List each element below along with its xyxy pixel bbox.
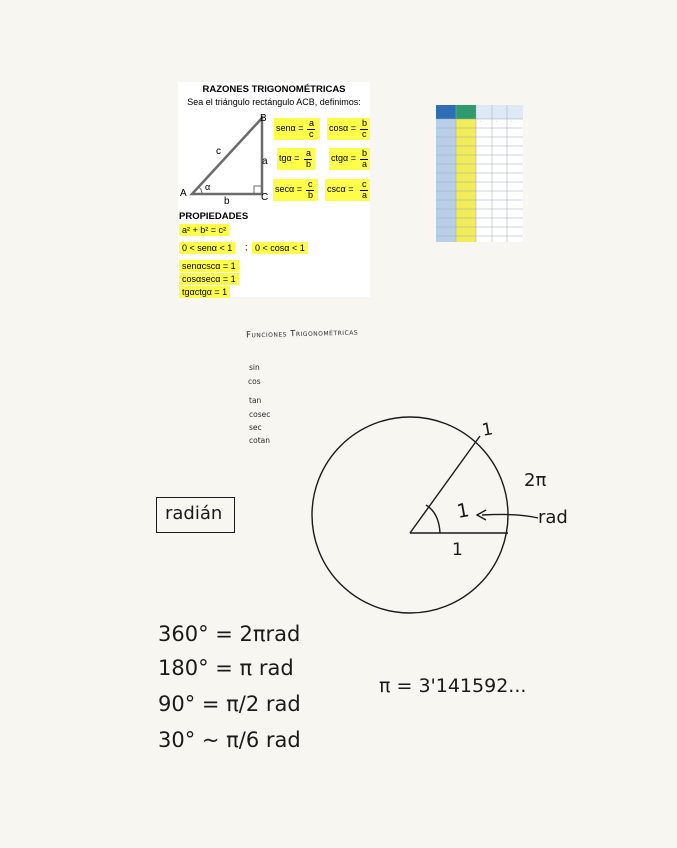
radian-box — [156, 497, 235, 533]
conversion-90: 90° = π/2 rad — [158, 692, 301, 716]
function-tan: tan — [249, 396, 262, 405]
center-angle-label: 1 — [455, 499, 471, 523]
functions-heading: Funciones Trigonométricas — [245, 327, 359, 341]
side-b-label: b — [224, 196, 230, 207]
identity-tan-cot: tgαctgα = 1 — [179, 286, 230, 298]
vertex-c-label: C — [261, 192, 269, 203]
arc-length-label: 1 — [480, 419, 495, 441]
trig-ratios-card — [178, 82, 370, 297]
radius-label: 1 — [452, 540, 463, 560]
pythagoras-identity: a² + b² = c² — [179, 224, 229, 236]
conversion-30: 30° ~ π/6 rad — [158, 728, 301, 752]
conversion-360: 360° = 2πrad — [158, 622, 301, 646]
function-sin: sin — [249, 363, 260, 372]
function-cos: cos — [248, 377, 261, 386]
rad-label: rad — [538, 507, 568, 528]
ratio-sec: secα = c b — [273, 179, 318, 201]
ratio-sin: senα = a c — [274, 118, 320, 140]
conversion-180: 180° = π rad — [158, 656, 294, 680]
properties-title: PROPIEDADES — [179, 211, 249, 222]
two-pi-label: 2π — [524, 470, 547, 491]
card-title: RAZONES TRIGONOMÉTRICAS — [202, 84, 346, 95]
identity-sin-csc: senαcscα = 1 — [179, 260, 239, 272]
svg-text:·: · — [511, 120, 513, 124]
card-subtitle: Sea el triángulo rectángulo ACB, definimos: — [187, 97, 361, 107]
pi-value: π = 3'141592... — [379, 675, 527, 697]
radian-label: radián — [165, 503, 223, 524]
function-cotan: cotan — [249, 436, 271, 445]
sin-range: 0 < senα < 1 — [179, 242, 235, 254]
function-cosec: cosec — [249, 410, 271, 419]
vertex-a-label: A — [180, 188, 187, 199]
cos-range: 0 < cosα < 1 — [252, 242, 308, 254]
svg-text:·: · — [496, 120, 498, 124]
side-a-label: a — [262, 156, 268, 167]
range-separator: ; — [245, 242, 248, 252]
function-sec: sec — [249, 423, 262, 432]
right-triangle-diagram — [178, 110, 273, 205]
angle-alpha-label: α — [205, 182, 211, 192]
ratio-csc: cscα = c a — [325, 179, 370, 201]
trig-values-table-image — [436, 105, 523, 242]
side-c-label: c — [216, 146, 221, 157]
ratio-tan: tgα = a b — [277, 148, 315, 170]
svg-text:·: · — [480, 120, 482, 124]
ratio-cot: ctgα = b a — [329, 148, 370, 170]
vertex-b-label: B — [260, 113, 267, 124]
ratio-cos: cosα = b c — [327, 118, 370, 140]
identity-cos-sec: cosαsecα = 1 — [179, 273, 239, 285]
